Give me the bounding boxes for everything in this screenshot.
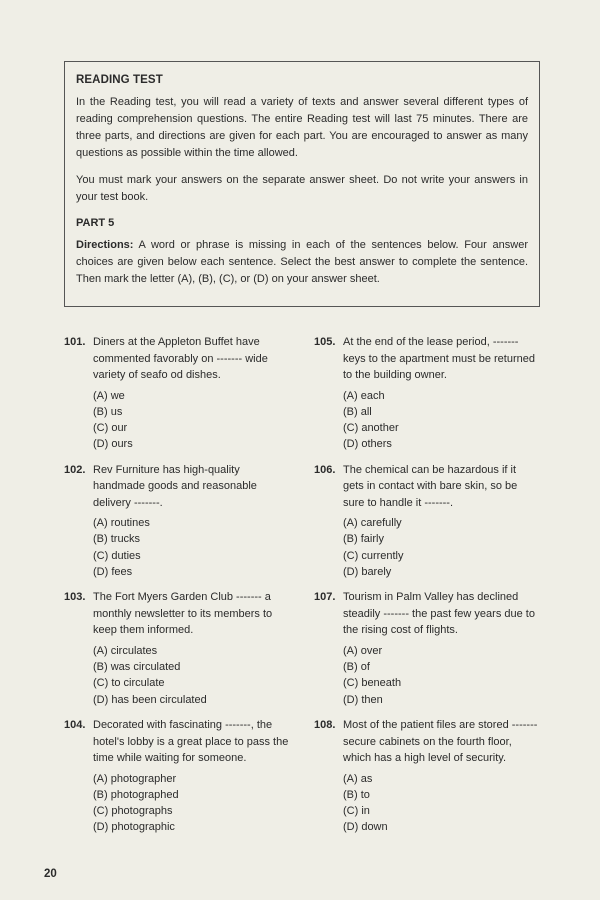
question-105 — [314, 334, 539, 453]
question-108 — [314, 717, 539, 836]
question-104 — [64, 717, 289, 836]
question-number: 102. — [64, 463, 86, 476]
answer-options — [343, 515, 539, 580]
option-c: (C) beneath — [343, 677, 402, 690]
directions — [76, 237, 528, 288]
question-stem: Diners at the Appleton Buffet have commented favorably on ------- wide variety of seafo od dishes. — [93, 336, 268, 381]
option-d: (D) barely — [343, 566, 392, 579]
page-number: 20 — [44, 868, 57, 880]
questions-column-left — [64, 334, 289, 836]
option-d: (D) down — [343, 821, 388, 834]
option-d: (D) then — [343, 693, 383, 706]
question-number: 106. — [314, 463, 336, 476]
question-103 — [64, 589, 289, 708]
option-c: (C) our — [93, 422, 128, 435]
answer-sheet-note: You must mark your answers on the separate answer sheet. Do not write your answers in your test book. — [76, 174, 528, 203]
answer-options — [343, 771, 539, 836]
option-a: (A) carefully — [343, 517, 402, 530]
option-a: (A) circulates — [93, 644, 158, 657]
answer-options — [343, 643, 539, 708]
section-title: READING TEST — [76, 74, 163, 86]
question-number: 103. — [64, 591, 86, 604]
question-number: 105. — [314, 336, 336, 348]
answer-options — [343, 388, 539, 453]
question-stem: Rev Furniture has high-quality handmade goods and reasonable delivery -------. — [93, 463, 257, 509]
reading-test-intro: In the Reading test, you will read a variety of texts and answer several different types of reading comprehension questions. The entire Reading test will last 75 minutes. There are three parts, and directions are given for each part. You are encouraged to answer as many questions as possible within the time allowed. — [76, 96, 528, 159]
directions-text: A word or phrase is missing in each of the sentences below. Four answer choices are given below each sentence. Select the best answer to complete the sentence. Then mark the letter (A), (B), (C), or (D) on your answer sheet. — [76, 239, 528, 285]
option-b: (B) us — [93, 405, 123, 418]
option-b: (B) trucks — [93, 533, 141, 546]
instructions-box — [64, 61, 540, 307]
option-d: (D) ours — [93, 438, 133, 451]
option-b: (B) all — [343, 405, 372, 418]
option-b: (B) to — [343, 788, 370, 801]
option-c: (C) another — [343, 422, 399, 435]
question-107 — [314, 589, 539, 708]
answer-options — [93, 515, 289, 580]
option-c: (C) in — [343, 805, 370, 818]
option-a: (A) we — [93, 389, 125, 402]
option-d: (D) others — [343, 438, 392, 451]
option-c: (C) duties — [93, 549, 141, 562]
question-102 — [64, 462, 289, 581]
question-number: 104. — [64, 719, 86, 732]
option-b: (B) was circulated — [93, 661, 181, 674]
question-number: 108. — [314, 719, 336, 732]
option-d: (D) has been circulated — [93, 693, 207, 706]
option-d: (D) photographic — [93, 821, 175, 834]
option-a: (A) each — [343, 389, 385, 402]
option-c: (C) photographs — [93, 805, 173, 818]
question-stem: The Fort Myers Garden Club ------- a monthly newsletter to its members to keep them informed. — [93, 591, 273, 637]
question-stem: Tourism in Palm Valley has declined steadily ------- the past few years due to the rising cost of flights. — [343, 591, 535, 637]
question-101 — [64, 334, 289, 453]
directions-label: Directions: — [76, 239, 134, 251]
answer-options — [93, 643, 289, 708]
part-title: PART 5 — [76, 217, 115, 229]
option-a: (A) photographer — [93, 772, 177, 785]
option-a: (A) routines — [93, 517, 150, 530]
option-d: (D) fees — [93, 566, 133, 579]
option-b: (B) fairly — [343, 533, 384, 546]
question-stem: The chemical can be hazardous if it gets in contact with bare skin, so be sure to handle it -------. — [343, 463, 518, 509]
answer-options — [93, 388, 289, 453]
questions-column-right — [314, 334, 539, 836]
option-a: (A) over — [343, 644, 383, 657]
question-number: 107. — [314, 591, 336, 604]
option-c: (C) to circulate — [93, 677, 165, 690]
option-b: (B) of — [343, 661, 370, 674]
question-106 — [314, 462, 539, 581]
answer-options — [93, 771, 289, 836]
question-stem: At the end of the lease period, ------- keys to the apartment must be returned to the building owner. — [343, 336, 535, 381]
question-number: 101. — [64, 336, 86, 348]
option-b: (B) photographed — [93, 788, 179, 801]
option-a: (A) as — [343, 772, 373, 785]
question-stem: Most of the patient files are stored ------- secure cabinets on the fourth floor, which has a high level of security. — [343, 719, 538, 765]
option-c: (C) currently — [343, 549, 404, 562]
question-stem: Decorated with fascinating -------, the hotel's lobby is a great place to pass the time while waiting for someone. — [93, 719, 289, 765]
